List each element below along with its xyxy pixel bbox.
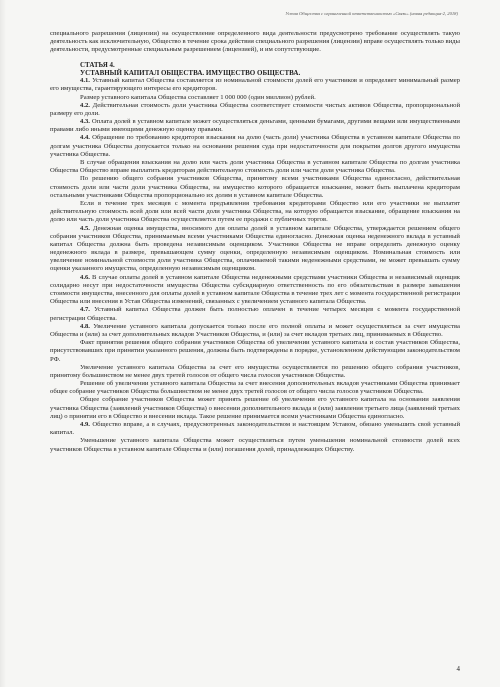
- clause-text: Общество вправе, а в случаях, предусмотренных законодательством и настоящим Уставом, обязано уменьшить свой уставный капитал.: [50, 421, 460, 437]
- paragraph-clause-4-3: [50, 118, 460, 134]
- clause-number: 4.2.: [80, 101, 90, 109]
- clause-number: 4.1.: [80, 77, 90, 85]
- article-subtitle: УСТАВНЫЙ КАПИТАЛ ОБЩЕСТВА. ИМУЩЕСТВО ОБЩЕСТВА.: [80, 68, 301, 77]
- paragraph-text: [50, 396, 460, 421]
- clause-text: Денежная оценка имущества, вносимого для оплаты долей в уставном капитале Общества, утверждается решением общего собрания участников Общества, принимаемым всеми участниками Общества единогласно. Денежная оценка неденежного вклада в уставный капитал Общества должна быть проведена независимым оценщиком. Участники Общества не вправе определять денежную оценку неденежного вклада в размере, превышающем сумму оценки, определенную независимым оценщиком. Номинальная стоимость или увеличение номинальной стоимости доли участника Общества, оплачиваемой такими неденежными средствами, не может превышать сумму оценки указанного имущества, определенную независимым оценщиком.: [50, 224, 460, 273]
- clause-number: 4.6.: [80, 273, 90, 281]
- paragraph-clause-4-2: [50, 102, 460, 118]
- clause-text: Уставный капитал Общества должен быть полностью оплачен в течение четырех месяцев с момента государственной регистрации Общества.: [50, 306, 460, 322]
- paragraph-text: [50, 339, 460, 364]
- paragraph-clause-4-6: [50, 274, 460, 307]
- clause-text: Увеличение уставного капитала допускается только после его полной оплаты и может осуществляться за счет имущества Общества и (или) за счет дополнительных вкладов Участников Общества, и (или) за счет вкладов третьих лиц, принимаемых в Общество.: [50, 322, 460, 338]
- clause-text: Размер уставного капитала Общества составляет 1 000 000 (один миллион) рублей.: [80, 93, 316, 101]
- clause-text: Решение об увеличении уставного капитала Общества за счет внесения дополнительных вкладов участниками Общества принимает общее собрание участников Общества большинством не менее двух третей голосов от общего числа голосов участников Общества.: [50, 380, 460, 396]
- clause-text: В случае обращения взыскания на долю или часть доли участника Общества в уставном капитале Общества по долгам участника Общества Общество вправе выплатить кредиторам действительную стоимость доли или части доли участника Общества.: [50, 159, 460, 175]
- clause-text: В случае оплаты долей в уставном капитале Общества неденежными средствами участники Общества и независимый оценщик солидарно несут при недостаточности имущества Общества субсидиарную ответственность по его обязательствам в размере завышения стоимости имущества, внесенного для оплаты долей в уставном капитале Общества в течение трех лет с момента государственной регистрации Общества или внесения в Устав Общества изменений, связанных с увеличением уставного капитала Общества.: [50, 273, 460, 306]
- paragraph-clause-4-8: [50, 323, 460, 339]
- scan-edge-shadow: [0, 0, 6, 687]
- paragraph-clause-4-1: [50, 77, 460, 93]
- article-title: СТАТЬЯ 4.: [80, 60, 115, 69]
- paragraph-text: [50, 437, 460, 453]
- paragraph-clause-4-7: [50, 306, 460, 322]
- clause-number: 4.3.: [80, 118, 90, 126]
- running-header: Устав Общества с ограниченной ответственностью «Связь» (новая редакция-2, 2018): [285, 11, 458, 16]
- clause-text: Оплата долей в уставном капитале может осуществляться деньгами, ценными бумагами, другими вещами или имущественными правами либо иными имеющими денежную оценку правами.: [50, 118, 460, 134]
- clause-text: Обращение по требованию кредиторов взыскания на долю (часть доли) участника Общества в уставном капитале Общества по долгам участника Общества допускается только на основании решения суда при недостаточности для покрытия долгов другого имущества участника Общества.: [50, 134, 460, 158]
- clause-number: 4.8.: [80, 322, 90, 330]
- clause-text: Действительная стоимость доли участника Общества соответствует стоимости чистых активов Общества, пропорциональной размеру его доли.: [50, 101, 460, 117]
- clause-text: Увеличение уставного капитала Общества за счет его имущества осуществляется по решению общего собрания участников, принятому большинством не менее двух третей голосов от общего числа голосов участников Общества.: [50, 363, 460, 379]
- paragraph-list: [50, 77, 460, 454]
- clause-number: 4.5.: [80, 224, 90, 232]
- continuation-paragraph: специального разрешения (лицензии) на осуществление определенного вида деятельности предусмотрено требование осуществлять такую деятельность как исключительную, Общество в течение срока действия специального разрешения (лицензии) вправе осуществлять только виды деятельности, предусмотренные специальным разрешением (лицензией), и им сопутствующие.: [50, 30, 460, 54]
- paragraph-text: [50, 380, 460, 396]
- clause-number: 4.4.: [80, 134, 90, 142]
- paragraph-text: [50, 200, 460, 225]
- paragraph-text: [50, 175, 460, 200]
- paragraph-clause-4-5: [50, 225, 460, 274]
- clause-text: Если в течение трех месяцев с момента предъявления требования кредиторами Общество или его участники не выплатят действительную стоимость всей доли или всей части доли участника Общества, на которую обращается взыскание, обращение взыскания на долю или часть доли участника Общества осуществляется путем ее продажи с публичных торгов.: [50, 199, 460, 224]
- document-body: [50, 30, 460, 454]
- page-number: 4: [456, 665, 460, 673]
- clause-number: 4.9.: [80, 421, 90, 429]
- clause-text: Общее собрание участников Общества может принять решение об увеличении его уставного капитала на основании заявления участника Общества (заявлений участников Общества) о внесении дополнительного вклада и (или) заявления третьего лица (заявлений третьих лиц) о принятии его в Общество и внесении вклада. Такое решение принимается всеми участниками Общества единогласно.: [50, 396, 460, 420]
- clause-text: Факт принятия решения общего собрания участников Общества об увеличении уставного капитала и состав участников Общества, присутствовавших при принятии указанного решения, должны быть подтверждены в порядке, установленном действующим законодательством РФ.: [50, 339, 460, 363]
- clause-text: Уменьшение уставного капитала Общества может осуществляться путем уменьшения номинальной стоимости долей всех участников Общества в уставном капитале Общества и (или) погашения долей, принадлежащих Обществу.: [50, 437, 460, 453]
- clause-text: По решению общего собрания участников Общества, принятому всеми участниками Общества единогласно, действительная стоимость доли или части доли участника Общества, на имущество которого обращается взыскание, может быть выплачена кредиторам остальными участниками Общества пропорционально их долям в уставном капитале Общества.: [50, 175, 460, 199]
- clause-text: Уставный капитал Общества составляется из номинальной стоимости долей его участников и определяет минимальный размер его имущества, гарантирующего интересы его кредиторов.: [50, 77, 460, 93]
- paragraph-text: [50, 94, 460, 102]
- paragraph-text: [50, 364, 460, 380]
- paragraph-text: [50, 159, 460, 175]
- paragraph-clause-4-4: [50, 134, 460, 159]
- paragraph-clause-4-9: [50, 421, 460, 437]
- clause-number: 4.7.: [80, 306, 90, 314]
